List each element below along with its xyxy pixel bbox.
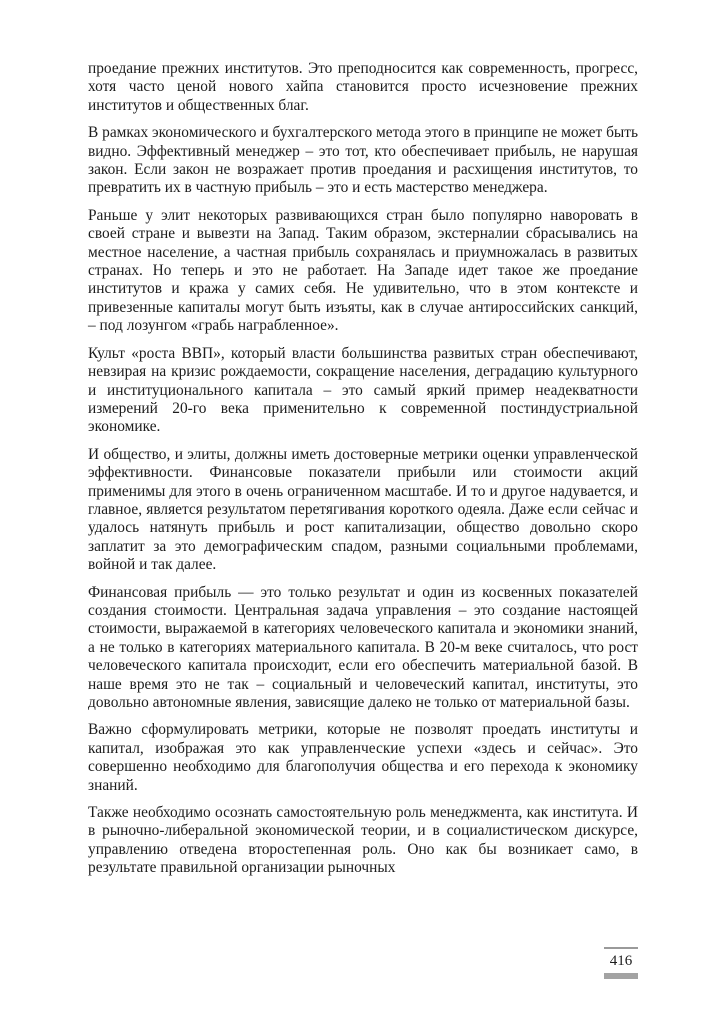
- paragraph-5: И общество, и элиты, должны иметь достоверные метрики оценки управленческой эффективности. Финансовые показатели прибыли или стоимости акций применимы для этого в очень ограниченном масштабе. И то и другое надувается, и главное, является результатом перетягивания короткого одеяла. Даже если сейчас и удалось натянуть прибыль и рост капитализации, общество довольно скоро заплатит за это демографическим спадом, разными социальными проблемами, войной и так далее.: [88, 445, 638, 574]
- page-number: 416: [609, 953, 633, 969]
- page-body: [88, 60, 638, 887]
- paragraph-7: Важно сформулировать метрики, которые не позволят проедать институты и капитал, изображая это как управленческие успехи «здесь и сейчас». Это совершенно необходимо для благополучия общества и его перехода к экономику знаний.: [88, 721, 638, 794]
- paragraph-3: Раньше у элит некоторых развивающихся стран было популярно наворовать в своей стране и вывезти на Запад. Таким образом, экстерналии сбрасывались на местное население, а частная прибыль сохранялась и приумножалась в развитых странах. Но теперь и это не работает. На Западе идет такое же проедание институтов и кража у самих себя. Не удивительно, что в этом контексте и привезенные капиталы могут быть изъяты, как в случае антироссийских санкций, – под лозунгом «грабь награбленное».: [88, 206, 638, 335]
- paragraph-8: Также необходимо осознать самостоятельную роль менеджмента, как института. И в рыночно-либеральной экономической теории, и в социалистическом дискурсе, управлению отведена второстепенная роль. Оно как бы возникает само, в результате правильной организации рыночных: [88, 804, 638, 877]
- page-number-bottom-bar: [604, 973, 638, 979]
- paragraph-6: Финансовая прибыль — это только результат и один из косвенных показателей создания стоимости. Центральная задача управления – это создание настоящей стоимости, выражаемой в категориях человеческого капитала и экономики знаний, а не только в категориях материального капитала. В 20-м веке считалось, что рост человеческого капитала происходит, если его обеспечить материальной базой. В наше время это не так – социальный и человеческий капитал, институты, это довольно автономные явления, зависящие далеко не только от материальной базы.: [88, 583, 638, 711]
- paragraph-4: Культ «роста ВВП», который власти большинства развитых стран обеспечивают, невзирая на кризис рождаемости, сокращение населения, деградацию культурного и институционального капитала – это самый яркий пример неадекватности измерений 20-го века применительно к современной постиндустриальной экономике.: [88, 344, 638, 436]
- page-number-block: [604, 947, 638, 979]
- paragraph-2: В рамках экономического и бухгалтерского метода этого в принципе не может быть видно. Эффективный менеджер – это тот, кто обеспечивает прибыль, не нарушая закон. Если закон не возражает против проедания и расхищения институтов, то превратить их в частную прибыль – это и есть мастерство менеджера.: [88, 124, 638, 197]
- paragraph-1: проедание прежних институтов. Это преподносится как современность, прогресс, хотя часто ценой нового хайпа становится просто исчезновение прежних институтов и общественных благ.: [88, 60, 638, 114]
